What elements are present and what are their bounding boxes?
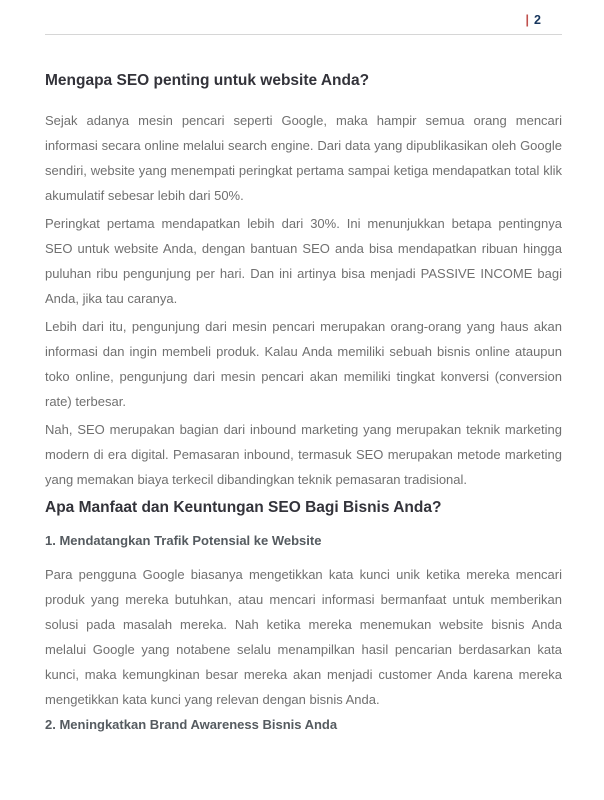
page-header <box>45 0 562 35</box>
heading-seo-benefits: Apa Manfaat dan Keuntungan SEO Bagi Bisnis Anda? <box>45 499 442 516</box>
paragraph-search-engine-data: Sejak adanya mesin pencari seperti Google, maka hampir semua orang mencari informasi secara online melalui search engine. Dari data yang dipublikasikan oleh Google sendiri, website yang menempati peringkat pertama sampai ketiga mendapatkan total klik akumulatif sebesar lebih dari 50%. <box>45 113 562 203</box>
paragraph-inbound-marketing: Nah, SEO merupakan bagian dari inbound marketing yang merupakan teknik marketing modern di era digital. Pemasaran inbound, termasuk SEO merupakan metode marketing yang memakan biaya terkecil dibandingkan teknik pemasaran tradisional. <box>45 422 562 487</box>
paragraph-google-keywords: Para pengguna Google biasanya mengetikkan kata kunci unik ketika mereka mencari produk yang mereka butuhkan, atau mencari informasi bermanfaat untuk memberikan solusi pada masalah mereka. Nah ketika mereka menemukan website bisnis Anda melalui Google yang notabene selalu menampilkan hasil pencarian berdasarkan kata kunci, maka kemungkinan besar mereka akan menjadi customer Anda karena mereka mengetikkan kata kunci yang relevan dengan bisnis Anda. <box>45 567 562 707</box>
page-number: 2 <box>534 13 541 27</box>
paragraph-conversion-rate: Lebih dari itu, pengunjung dari mesin pencari merupakan orang-orang yang haus akan informasi dan ingin membeli produk. Kalau Anda memiliki sebuah bisnis online ataupun toko online, pengunjung dari mesin pencari akan memiliki tingkat konversi (conversion rate) terbesar. <box>45 319 562 409</box>
subheading-potential-traffic: 1. Mendatangkan Trafik Potensial ke Website <box>45 533 322 548</box>
heading-seo-importance: Mengapa SEO penting untuk website Anda? <box>45 72 370 89</box>
subheading-brand-awareness: 2. Meningkatkan Brand Awareness Bisnis Anda <box>45 717 338 732</box>
paragraph-first-rank-traffic: Peringkat pertama mendapatkan lebih dari 30%. Ini menunjukkan betapa pentingnya SEO untuk website Anda, dengan bantuan SEO anda bisa mendapatkan ribuan hingga puluhan ribu pengunjung per hari. Dan ini artinya bisa menjadi PASSIVE INCOME bagi Anda, jika tau caranya. <box>45 216 562 306</box>
page-number-separator: | <box>525 13 530 27</box>
document-content <box>45 71 562 734</box>
